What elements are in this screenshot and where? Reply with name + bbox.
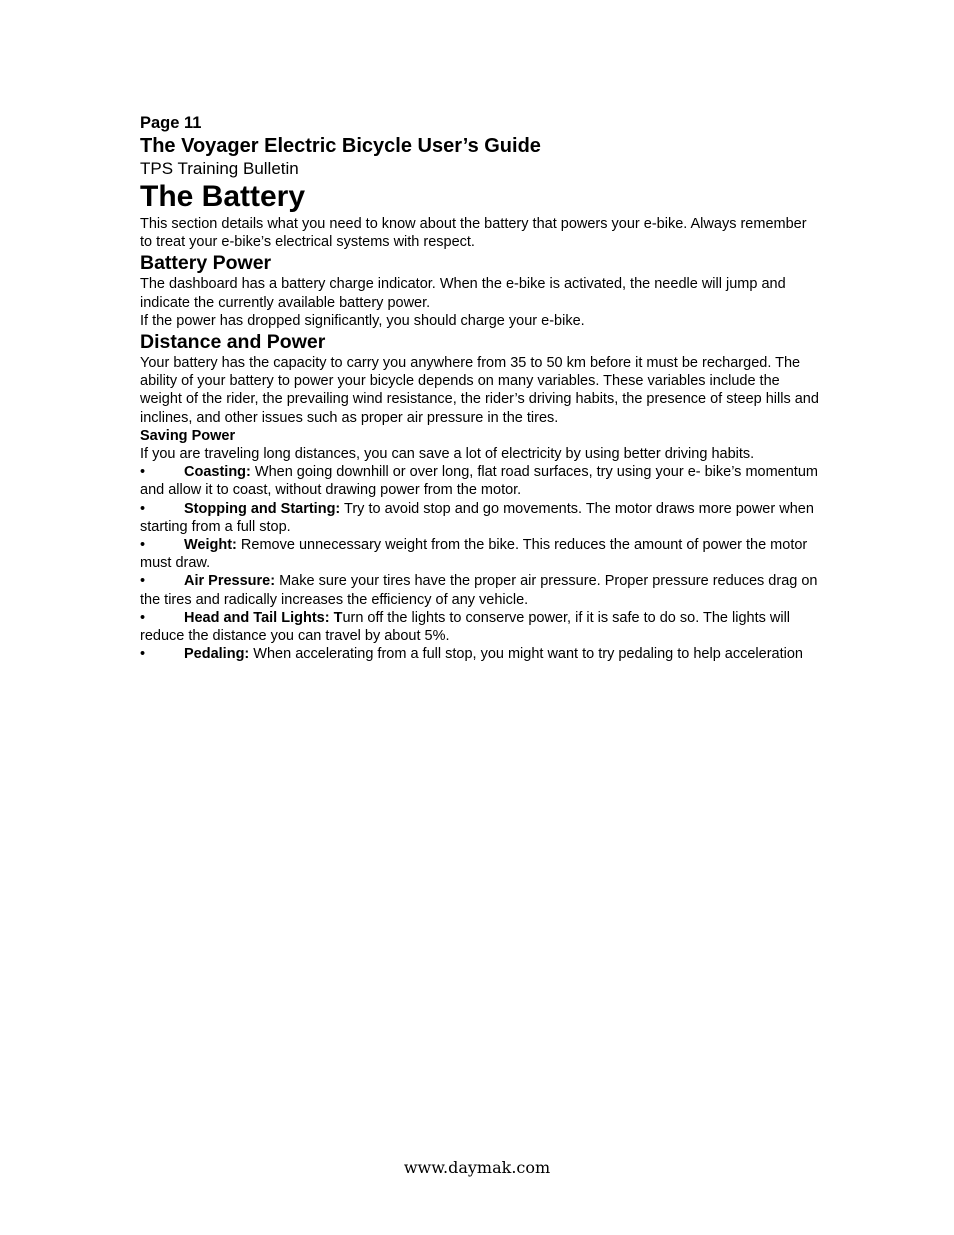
bullet-label: Head and Tail Lights: T [184, 609, 343, 626]
bullet-item-pedaling [140, 645, 820, 663]
bullet-item-coasting [140, 463, 820, 499]
battery-power-paragraph-1: The dashboard has a battery charge indicator. When the e-bike is activated, the needle will jump and indicate the currently available battery power. [140, 276, 786, 311]
section-title: The Battery [140, 180, 306, 213]
page-content [140, 112, 820, 663]
bullet-item-air-pressure [140, 572, 820, 608]
bullet-marker: • [140, 464, 146, 481]
bullet-item-lights [140, 609, 820, 645]
bullet-marker: • [140, 500, 146, 517]
distance-power-paragraph: Your battery has the capacity to carry you anywhere from 35 to 50 km before it must be recharged. The ability of your battery to power your bicycle depends on many variables. These variables include the weight of the rider, the prevailing wind resistance, the rider’s driving habits, the presence of steep hills and inclines, and other issues such as proper air pressure in the tires. [140, 355, 819, 426]
footer-url: www.daymak.com [403, 1158, 551, 1177]
bullet-text: urn off the lights to conserve power, if it is safe to do so. The lights will reduce the distance you can travel by about 5%. [140, 609, 791, 645]
bullet-marker: • [140, 609, 146, 626]
page-number: Page 11 [140, 114, 202, 132]
battery-power-paragraph-2: If the power has dropped significantly, you should charge your e-bike. [140, 312, 585, 329]
battery-power-heading: Battery Power [140, 252, 272, 275]
bullet-marker: • [140, 646, 146, 663]
bullet-label: Stopping and Starting: [184, 500, 341, 517]
bullet-text: When going downhill or over long, flat road surfaces, try using your e- bike’s momentum and allow it to coast, without drawing power from the motor. [140, 464, 818, 499]
distance-power-heading: Distance and Power [140, 331, 326, 354]
bullet-marker: • [140, 573, 146, 590]
bullet-label: Weight: [184, 537, 237, 554]
bullet-item-stopping-starting [140, 500, 820, 536]
document-title: The Voyager Electric Bicycle User’s Guide [140, 135, 541, 157]
bullet-text: Try to avoid stop and go movements. The motor draws more power when starting from a full stop. [140, 500, 814, 535]
bullet-label: Air Pressure: [184, 573, 276, 590]
section-intro: This section details what you need to know about the battery that powers your e-bike. Always remember to treat your e-bike’s electrical systems with respect. [140, 216, 807, 251]
bullet-text: Make sure your tires have the proper air pressure. Proper pressure reduces drag on the tires and radically increases the efficiency of any vehicle. [140, 573, 818, 608]
bullet-item-weight [140, 536, 820, 572]
document-subtitle: TPS Training Bulletin [140, 159, 299, 178]
bullet-text: Remove unnecessary weight from the bike. This reduces the amount of power the motor must draw. [140, 537, 808, 572]
bullet-label: Pedaling: [184, 646, 250, 663]
bullet-marker: • [140, 537, 146, 554]
bullet-label: Coasting: [184, 464, 251, 481]
saving-power-heading: Saving Power [140, 427, 236, 444]
bullet-text: When accelerating from a full stop, you might want to try pedaling to help acceleration [249, 646, 803, 663]
saving-power-intro: If you are traveling long distances, you can save a lot of electricity by using better driving habits. [140, 446, 755, 463]
